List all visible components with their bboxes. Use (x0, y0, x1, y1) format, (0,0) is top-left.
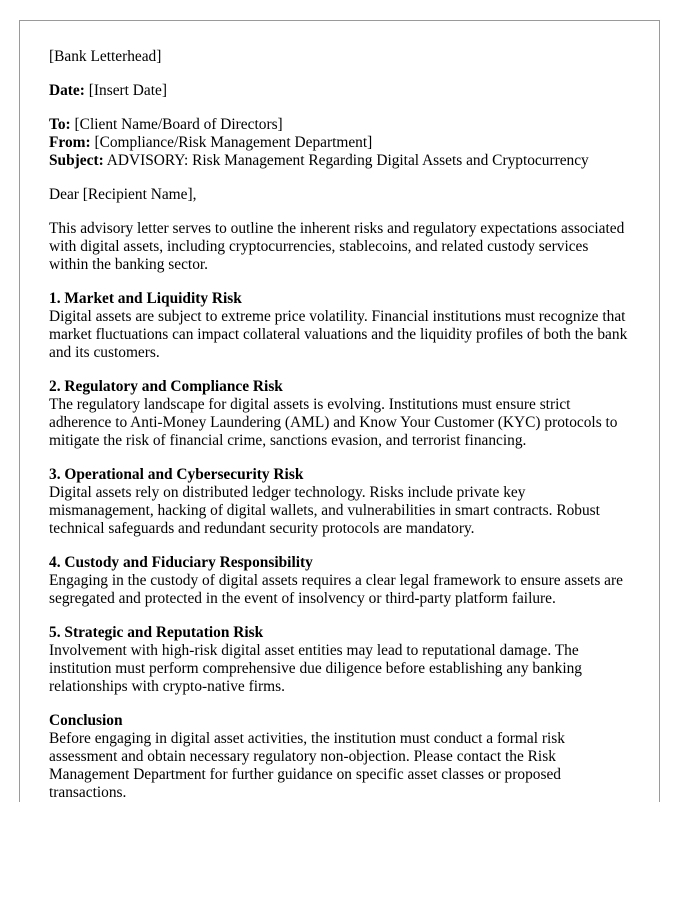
section-custody-fiduciary (49, 554, 630, 608)
page-background (0, 802, 700, 900)
date-label: Date: (49, 82, 85, 99)
salutation: Dear [Recipient Name], (49, 186, 197, 203)
section-body: Before engaging in digital asset activities, the institution must conduct a formal risk assessment and obtain necessary regulatory non-objection. Please contact the Risk Management Department for further guidance on specific asset classes or proposed transactions. (49, 730, 565, 801)
letterhead-block (49, 48, 630, 66)
from-line (49, 134, 630, 152)
section-title: 4. Custody and Fiduciary Responsibility (49, 554, 313, 571)
date-line (49, 82, 630, 100)
section-title: 5. Strategic and Reputation Risk (49, 624, 264, 641)
salutation-block (49, 186, 630, 204)
section-title: 2. Regulatory and Compliance Risk (49, 378, 283, 395)
section-body: Digital assets rely on distributed ledger technology. Risks include private key mismanagement, hacking of digital wallets, and vulnerabilities in smart contracts. Robust technical safeguards and redundant security protocols are mandatory. (49, 484, 600, 537)
subject-label: Subject: (49, 152, 104, 169)
letter-page (19, 20, 660, 802)
section-body: Involvement with high-risk digital asset entities may lead to reputational damage. The institution must perform comprehensive due diligence before establishing any banking relationships with crypto-native firms. (49, 642, 582, 695)
section-operational-cybersecurity (49, 466, 630, 538)
subject-line (49, 152, 630, 170)
section-body: The regulatory landscape for digital assets is evolving. Institutions must ensure strict adherence to Anti-Money Laundering (AML) and Know Your Customer (KYC) protocols to mitigate the risk of financial crime, sanctions evasion, and terrorist financing. (49, 396, 618, 449)
section-conclusion (49, 712, 630, 802)
date-block (49, 82, 630, 100)
intro-text: This advisory letter serves to outline the inherent risks and regulatory expectations associated with digital assets, including cryptocurrencies, stablecoins, and related custody services within the banking sector. (49, 220, 625, 273)
section-market-liquidity (49, 290, 630, 362)
from-label: From: (49, 134, 91, 151)
from-value: [Compliance/Risk Management Department] (94, 134, 373, 151)
to-label: To: (49, 116, 71, 133)
section-regulatory-compliance (49, 378, 630, 450)
letterhead: [Bank Letterhead] (49, 48, 162, 65)
section-title: Conclusion (49, 712, 123, 729)
date-value: [Insert Date] (88, 82, 167, 99)
subject-value: ADVISORY: Risk Management Regarding Digital Assets and Cryptocurrency (106, 152, 589, 169)
section-body: Engaging in the custody of digital assets requires a clear legal framework to ensure assets are segregated and protected in the event of insolvency or third-party platform failure. (49, 572, 623, 607)
section-title: 3. Operational and Cybersecurity Risk (49, 466, 304, 483)
header-block (49, 116, 630, 170)
section-title: 1. Market and Liquidity Risk (49, 290, 242, 307)
to-value: [Client Name/Board of Directors] (74, 116, 283, 133)
section-body: Digital assets are subject to extreme price volatility. Financial institutions must recognize that market fluctuations can impact collateral valuations and the liquidity profiles of both the bank and its customers. (49, 308, 628, 361)
section-strategic-reputation (49, 624, 630, 696)
intro-paragraph (49, 220, 630, 274)
to-line (49, 116, 630, 134)
